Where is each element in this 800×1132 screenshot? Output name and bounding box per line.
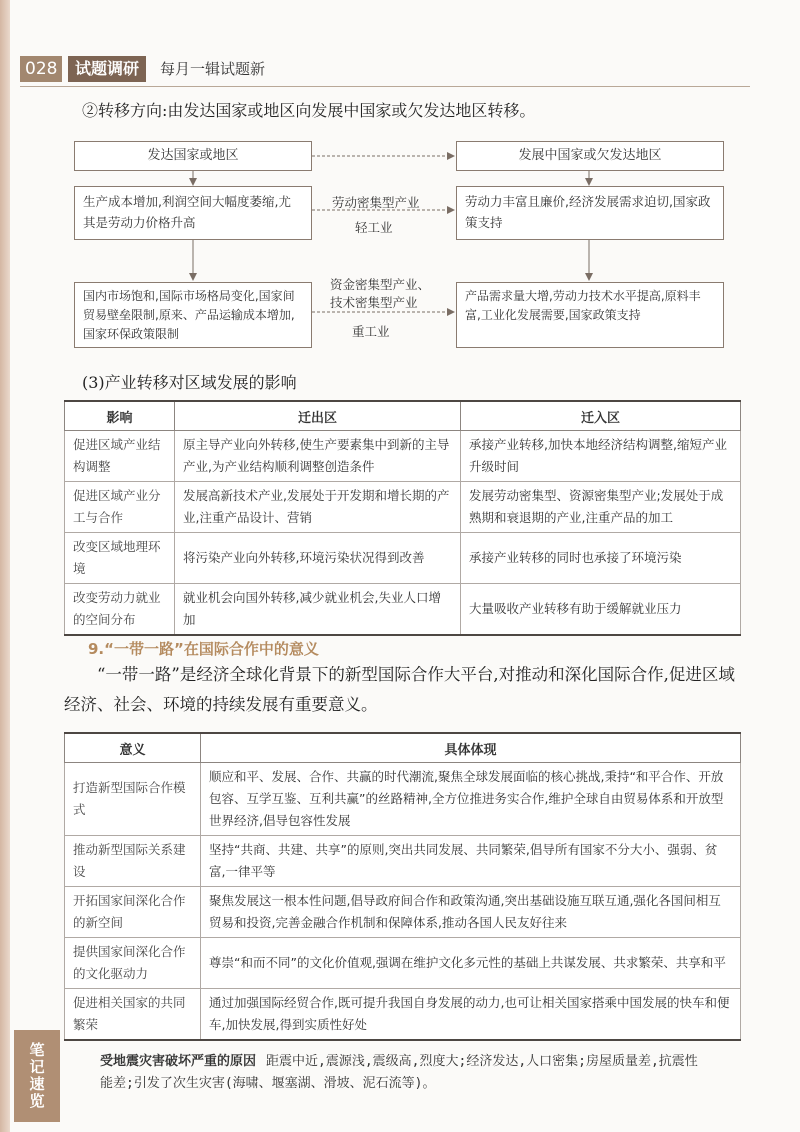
- dest-region-box: 发展中国家或欠发达地区: [456, 141, 724, 171]
- impact-col-effect: 影响: [65, 401, 175, 431]
- belt-road-col-detail: 具体体现: [201, 733, 741, 763]
- light-industry-label-1: 劳动密集型产业: [332, 195, 420, 210]
- belt-road-intro: “一带一路”是经济全球化背景下的新型国际合作大平台,对推动和深化国际合作,促进区域经济、社会、环境的持续发展有重要意义。: [64, 665, 735, 714]
- impact-table-header: [65, 401, 741, 431]
- page-number: 028: [20, 56, 62, 82]
- impact-heading: (3)产业转移对区域发展的影响: [82, 373, 297, 392]
- belt-road-col-meaning: 意义: [65, 733, 201, 763]
- series-title: 每月一辑试题新: [160, 60, 266, 78]
- table-row: [65, 584, 741, 636]
- impact-effect-cell: 促进区域产业结构调整: [65, 431, 175, 482]
- impact-out-cell: 原主导产业向外转移,使生产要素集中到新的主导产业,为产业结构顺利调整创造条件: [175, 431, 461, 482]
- impact-out-cell: 发展高新技术产业,发展处于开发期和增长期的产业,注重产品设计、营销: [175, 482, 461, 533]
- heavy-industry-label-3: 重工业: [352, 324, 390, 339]
- table-row: [65, 989, 741, 1041]
- impact-out-cell: 就业机会向国外转移,减少就业机会,失业人口增加: [175, 584, 461, 636]
- dest-light-factors-box: 劳动力丰富且廉价,经济发展需求迫切,国家政策支持: [456, 186, 724, 240]
- belt-road-meaning-cell: 推动新型国际关系建设: [65, 836, 201, 887]
- source-region-box: 发达国家或地区: [74, 141, 312, 171]
- impact-effect-cell: 改变区域地理环境: [65, 533, 175, 584]
- belt-road-detail-cell: 顺应和平、发展、合作、共赢的时代潮流,聚焦全球发展面临的核心挑战,秉持“和平合作、开放包容、互学互鉴、互利共赢”的丝路精神,全方位推进务实合作,维护全球自由贸易体系和开放型世界经济,倡导包容性发展: [201, 763, 741, 836]
- earthquake-note-text: 距震中近,震源浅,震级高,烈度大;经济发达,人口密集;房屋质量差,抗震性能差;引发了次生灾害(海啸、堰塞湖、滑坡、泥石流等)。: [100, 1054, 698, 1091]
- table-row: [65, 938, 741, 989]
- belt-road-detail-cell: 聚焦发展这一根本性问题,倡导政府间合作和政策沟通,突出基础设施互联互通,强化各国间相互贸易和投资,完善金融合作机制和保障体系,推动各国人民友好往来: [201, 887, 741, 938]
- impact-in-cell: 发展劳动密集型、资源密集型产业;发展处于成熟期和衰退期的产业,注重产品的加工: [461, 482, 741, 533]
- belt-road-meaning-cell: 提供国家间深化合作的文化驱动力: [65, 938, 201, 989]
- belt-road-detail-cell: 坚持“共商、共建、共享”的原则,突出共同发展、共同繁荣,倡导所有国家不分大小、强弱、贫富,一律平等: [201, 836, 741, 887]
- belt-road-table-header: [65, 733, 741, 763]
- section-tag: 试题调研: [68, 56, 146, 82]
- table-row: [65, 431, 741, 482]
- table-row: [65, 533, 741, 584]
- heavy-industry-label-1: 资金密集型产业、: [330, 277, 431, 292]
- earthquake-note: [100, 1051, 710, 1095]
- source-light-factors-box: 生产成本增加,利润空间大幅度萎缩,尤其是劳动力价格升高: [74, 186, 312, 240]
- earthquake-note-title: 受地震灾害破坏严重的原因: [100, 1054, 257, 1069]
- belt-road-detail-cell: 通过加强国际经贸合作,既可提升我国自身发展的动力,也可让相关国家搭乘中国发展的快车和便车,加快发展,得到实质性好处: [201, 989, 741, 1041]
- light-industry-label-2: 轻工业: [355, 220, 393, 235]
- impact-in-cell: 大量吸收产业转移有助于缓解就业压力: [461, 584, 741, 636]
- belt-road-title: 9.“一带一路”在国际合作中的意义: [88, 640, 319, 658]
- notes-tab: 笔记速览: [14, 1030, 60, 1122]
- belt-road-meaning-cell: 打造新型国际合作模式: [65, 763, 201, 836]
- dest-heavy-factors-box: 产品需求量大增,劳动力技术水平提高,原料丰富,工业化发展需要,国家政策支持: [456, 282, 724, 348]
- belt-road-meaning-cell: 促进相关国家的共同繁荣: [65, 989, 201, 1041]
- impact-in-cell: 承接产业转移的同时也承接了环境污染: [461, 533, 741, 584]
- table-row: [65, 482, 741, 533]
- impact-table: [64, 400, 741, 636]
- impact-effect-cell: 改变劳动力就业的空间分布: [65, 584, 175, 636]
- impact-col-in: 迁入区: [461, 401, 741, 431]
- table-row: [65, 887, 741, 938]
- table-row: [65, 836, 741, 887]
- impact-effect-cell: 促进区域产业分工与合作: [65, 482, 175, 533]
- table-row: [65, 763, 741, 836]
- transfer-heading: ②转移方向:由发达国家或地区向发展中国家或欠发达地区转移。: [82, 101, 536, 120]
- source-heavy-factors-box: 国内市场饱和,国际市场格局变化,国家间贸易壁垒限制,原来、产品运输成本增加,国家环保政策限制: [74, 282, 312, 348]
- impact-out-cell: 将污染产业向外转移,环境污染状况得到改善: [175, 533, 461, 584]
- belt-road-detail-cell: 尊崇“和而不同”的文化价值观,强调在维护文化多元性的基础上共谋发展、共求繁荣、共享和平: [201, 938, 741, 989]
- impact-in-cell: 承接产业转移,加快本地经济结构调整,缩短产业升级时间: [461, 431, 741, 482]
- heavy-industry-label-2: 技术密集型产业: [330, 295, 418, 310]
- belt-road-meaning-cell: 开拓国家间深化合作的新空间: [65, 887, 201, 938]
- transfer-flowchart: [0, 0, 800, 360]
- belt-road-table: [64, 732, 741, 1041]
- impact-col-out: 迁出区: [175, 401, 461, 431]
